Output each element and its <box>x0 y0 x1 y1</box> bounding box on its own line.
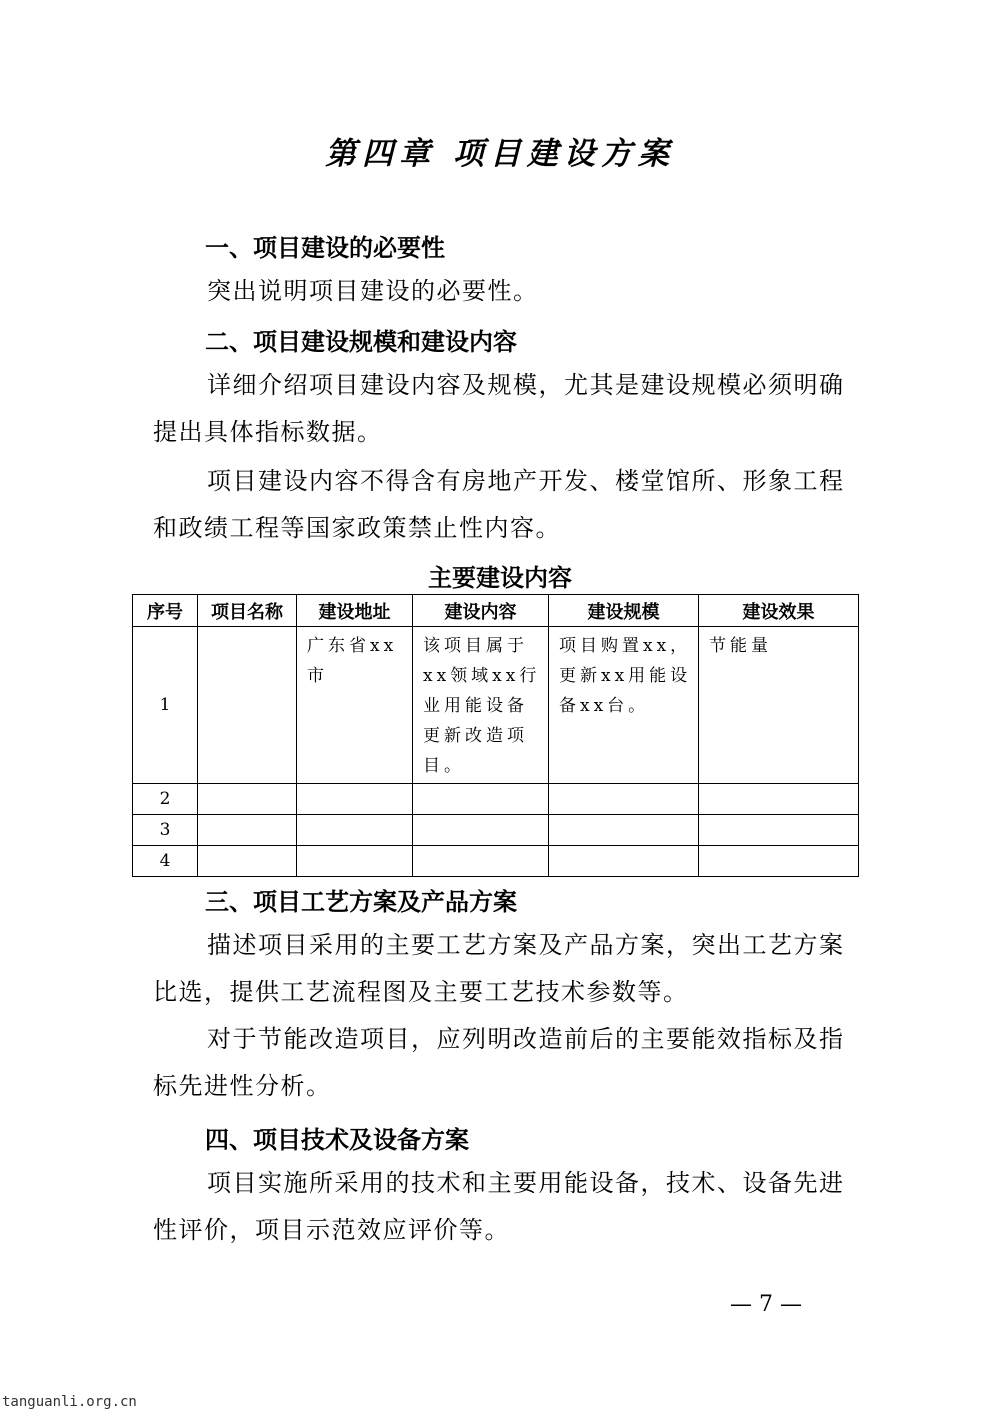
table-cell <box>198 784 297 815</box>
section-2-paragraph-2: 项目建设内容不得含有房地产开发、楼堂馆所、形象工程和政绩工程等国家政策禁止性内容。 <box>153 467 845 542</box>
table-cell <box>413 815 549 846</box>
table-row <box>133 627 859 784</box>
table-cell <box>413 846 549 877</box>
table-cell <box>549 846 699 877</box>
section-heading-3: 三、项目工艺方案及产品方案 <box>205 888 517 916</box>
table-header-row <box>133 595 859 627</box>
section-heading-4: 四、项目技术及设备方案 <box>205 1126 469 1154</box>
section-1-paragraph-1: 突出说明项目建设的必要性。 <box>207 277 539 305</box>
table-cell: 1 <box>133 627 198 784</box>
table-cell: 项目购置xx，更新xx用能设备xx台。 <box>549 627 699 784</box>
table-cell: 广东省xx市 <box>297 627 413 784</box>
table-cell <box>699 815 859 846</box>
section-3-paragraph-1: 描述项目采用的主要工艺方案及产品方案，突出工艺方案比选，提供工艺流程图及主要工艺技术参数等。 <box>153 931 845 1006</box>
header-effect: 建设效果 <box>699 595 859 627</box>
table-row <box>133 784 859 815</box>
section-heading-2: 二、项目建设规模和建设内容 <box>205 328 517 356</box>
section-3-paragraph-2: 对于节能改造项目，应列明改造前后的主要能效指标及指标先进性分析。 <box>153 1025 845 1100</box>
header-content: 建设内容 <box>413 595 549 627</box>
table-cell: 3 <box>133 815 198 846</box>
table-cell <box>297 784 413 815</box>
section-2-paragraph-1: 详细介绍项目建设内容及规模，尤其是建设规模必须明确提出具体指标数据。 <box>153 371 845 446</box>
header-project-name: 项目名称 <box>198 595 297 627</box>
table-cell <box>297 846 413 877</box>
construction-content-table <box>132 594 859 877</box>
section-4-paragraph-1: 项目实施所采用的技术和主要用能设备，技术、设备先进性评价，项目示范效应评价等。 <box>153 1169 845 1244</box>
table-row <box>133 815 859 846</box>
table-caption: 主要建设内容 <box>428 564 572 592</box>
header-address: 建设地址 <box>297 595 413 627</box>
table-row <box>133 846 859 877</box>
chapter-title: 第四章 项目建设方案 <box>325 136 675 172</box>
table-cell <box>297 815 413 846</box>
table-cell <box>699 784 859 815</box>
table-cell <box>198 627 297 784</box>
header-index: 序号 <box>133 595 198 627</box>
watermark: tanguanli.org.cn <box>2 1394 137 1410</box>
header-scale: 建设规模 <box>549 595 699 627</box>
table-cell <box>413 784 549 815</box>
table-cell <box>699 846 859 877</box>
page-number: — 7 — <box>730 1292 802 1317</box>
table-cell: 节能量 <box>699 627 859 784</box>
table-cell: 2 <box>133 784 198 815</box>
table-cell <box>198 815 297 846</box>
table-cell <box>549 784 699 815</box>
section-heading-1: 一、项目建设的必要性 <box>205 234 445 262</box>
table-cell <box>549 815 699 846</box>
table-cell: 4 <box>133 846 198 877</box>
table-cell <box>198 846 297 877</box>
table-cell: 该项目属于xx领域xx行业用能设备更新改造项目。 <box>413 627 549 784</box>
